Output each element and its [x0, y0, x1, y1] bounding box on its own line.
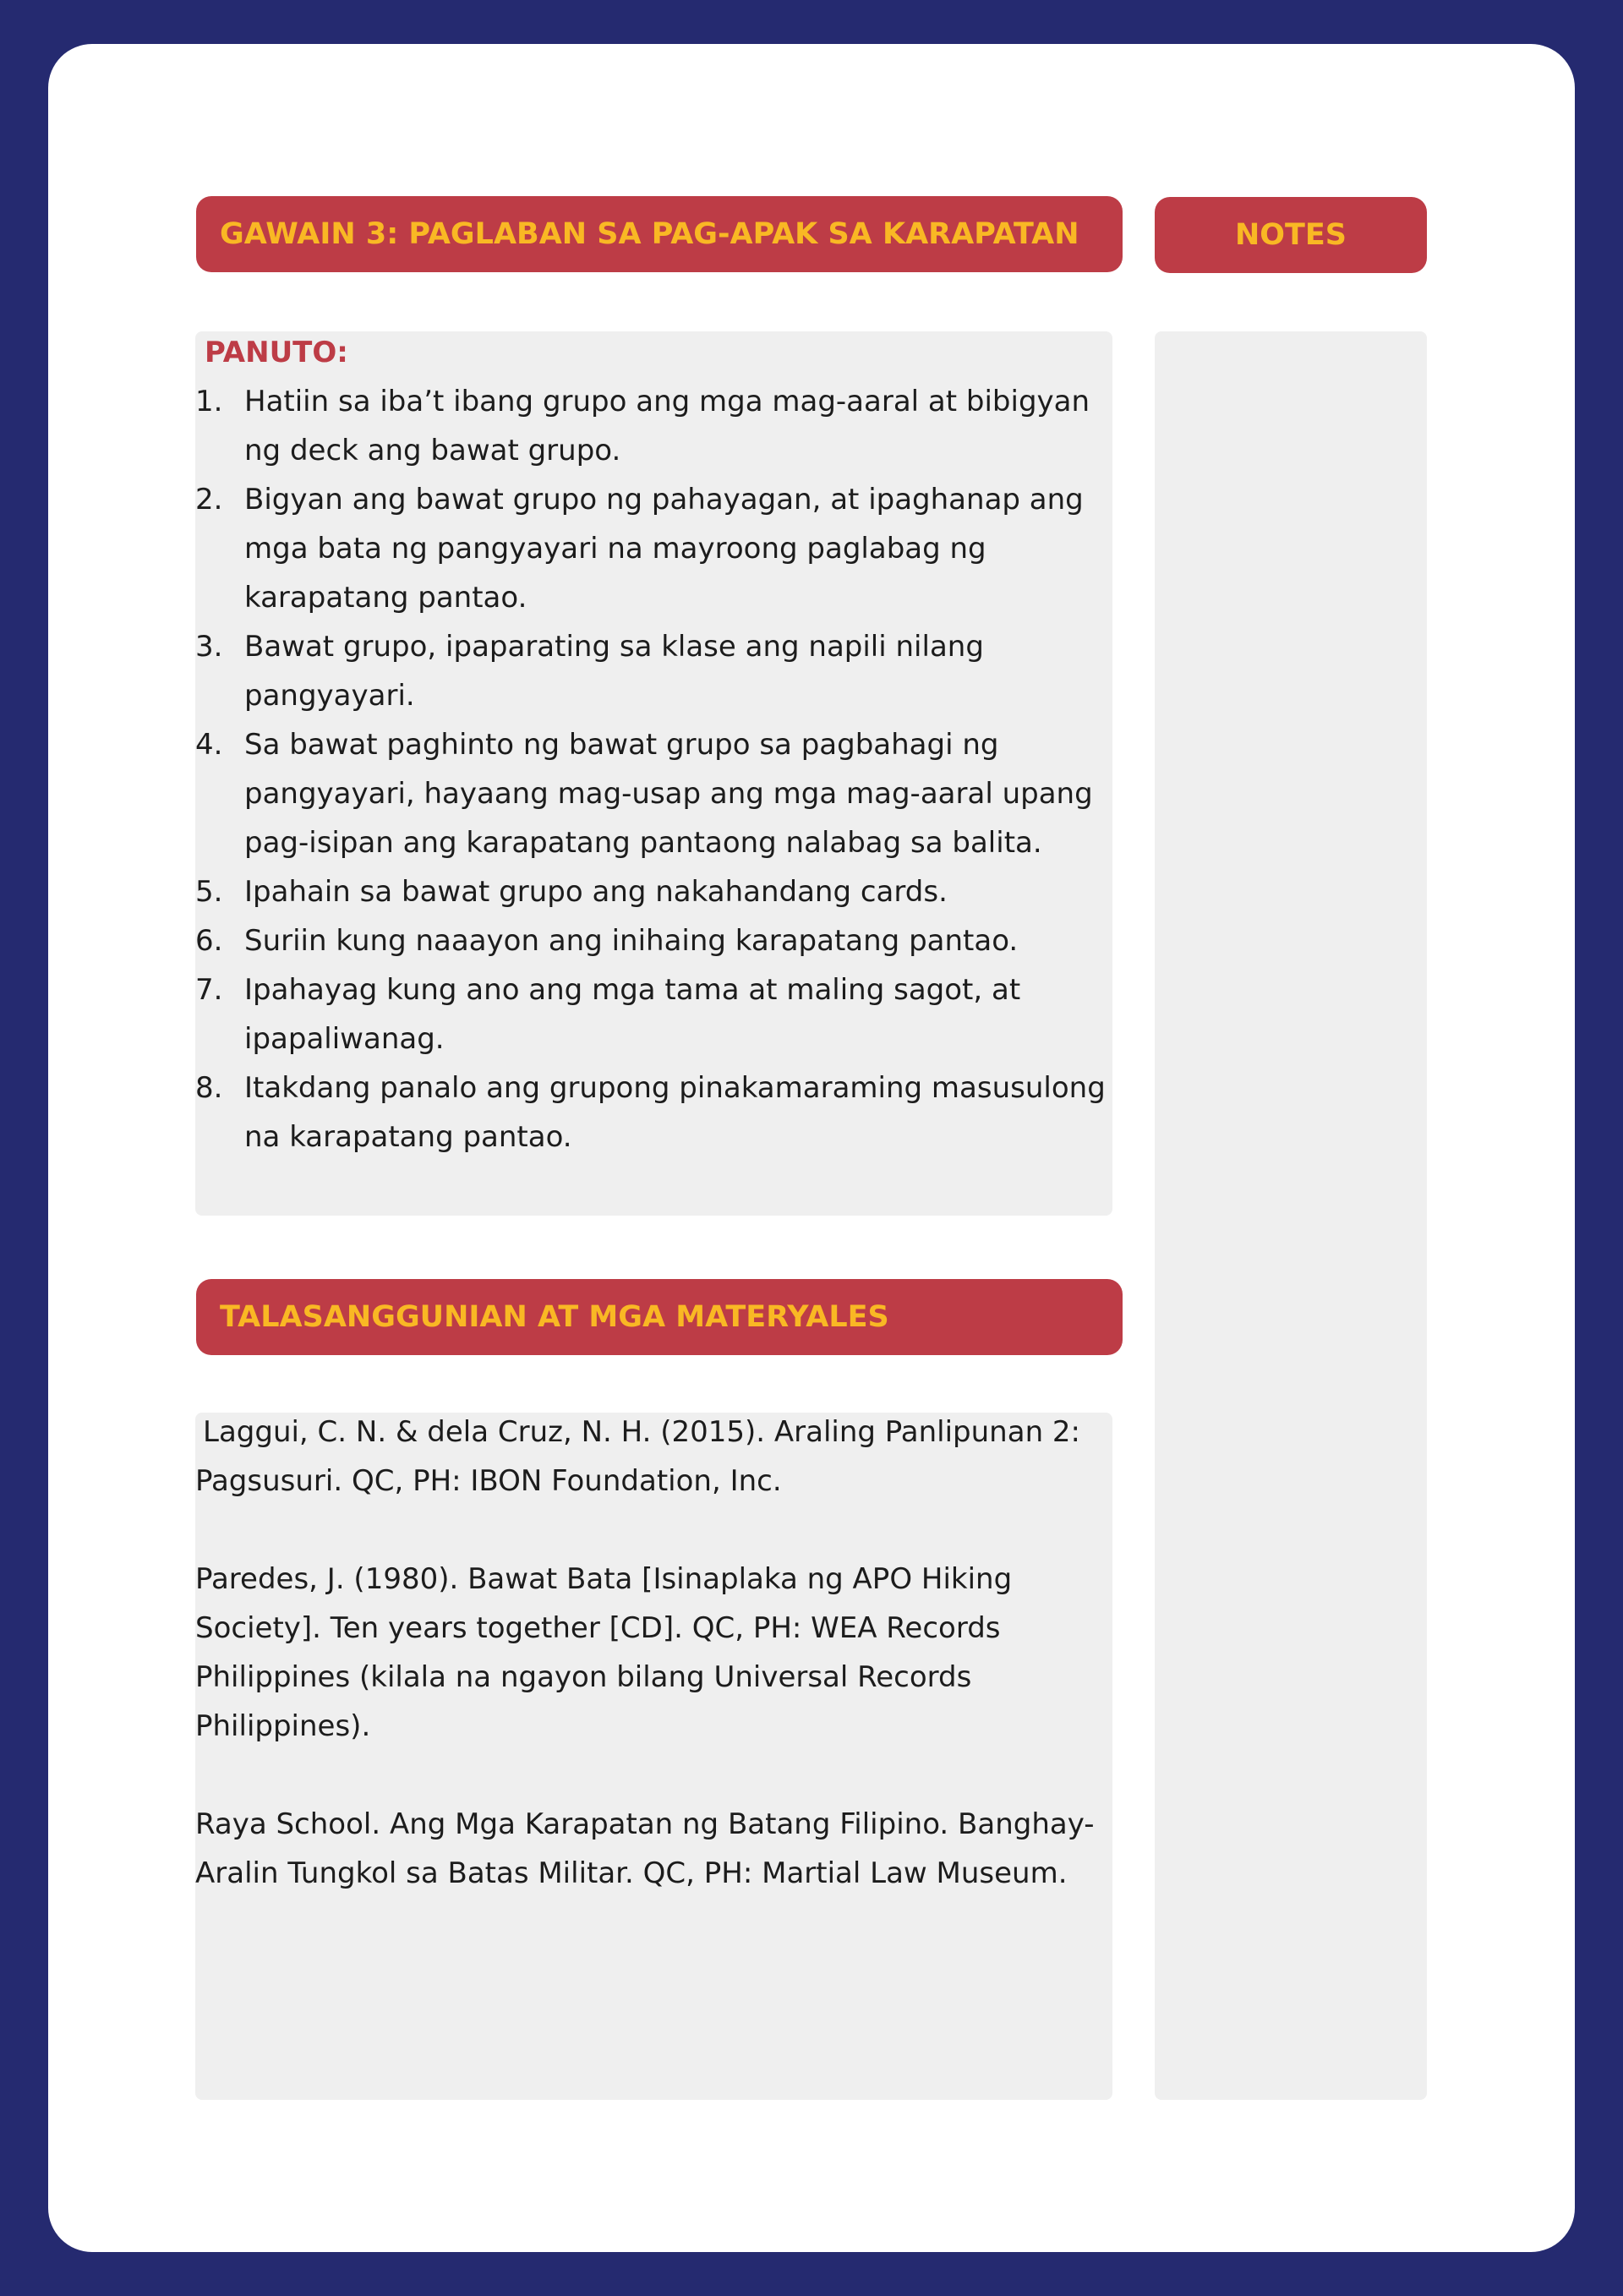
step-text: Ipahayag kung ano ang mga tama at maling sagot, at ipapaliwanag. [244, 973, 1021, 1056]
step-number: 1. [195, 385, 223, 418]
step-number: 8. [195, 1071, 223, 1105]
step-number: 2. [195, 483, 223, 517]
instruction-item [195, 1063, 1117, 1162]
step-number: 4. [195, 728, 223, 762]
instruction-item [195, 867, 1117, 916]
step-text: Sa bawat paghinto ng bawat grupo sa pagbahagi ng pangyayari, hayaang mag-usap ang mga mag-aaral upang pag-isipan ang karapatang pantaong nalabag sa balita. [244, 728, 1093, 860]
step-text: Bigyan ang bawat grupo ng pahayagan, at ipaghanap ang mga bata ng pangyayari na mayroong paglabag ng karapatang pantao. [244, 483, 1084, 615]
reference-entry: Paredes, J. (1980). Bawat Bata [Isinaplaka ng APO Hiking Society]. Ten years together [CD]. QC, PH: WEA Records Philippines (kilala na ngayon bilang Universal Records Philippines). [195, 1562, 1013, 1743]
references-list [195, 1408, 1112, 1947]
instruction-list [195, 377, 1117, 1162]
step-number: 3. [195, 630, 223, 664]
instruction-item [195, 965, 1117, 1063]
step-text: Itakdang panalo ang grupong pinakamaraming masusulong na karapatang pantao. [244, 1071, 1106, 1154]
step-number: 7. [195, 973, 223, 1007]
panuto-label: PANUTO: [205, 336, 348, 369]
step-number: 5. [195, 875, 223, 909]
step-text: Bawat grupo, ipaparating sa klase ang napili nilang pangyayari. [244, 630, 984, 713]
reference-entry: Raya School. Ang Mga Karapatan ng Batang Filipino. Banghay-Aralin Tungkol sa Batas Militar. QC, PH: Martial Law Museum. [195, 1807, 1095, 1890]
activity-title-bar [196, 196, 1123, 272]
notes-panel [1155, 331, 1427, 2100]
reference-entry: Laggui, C. N. & dela Cruz, N. H. (2015). Araling Panlipunan 2: Pagsusuri. QC, PH: IBON Foundation, Inc. [195, 1415, 1081, 1498]
references-title: TALASANGGUNIAN AT MGA MATERYALES [220, 1300, 889, 1334]
instruction-item [195, 377, 1117, 475]
step-number: 6. [195, 924, 223, 958]
activity-title: GAWAIN 3: PAGLABAN SA PAG-APAK SA KARAPATAN [220, 217, 1079, 251]
instruction-item [195, 622, 1117, 720]
instruction-item [195, 720, 1117, 867]
notes-title: NOTES [1234, 218, 1347, 252]
references-title-bar [196, 1279, 1123, 1355]
instruction-item [195, 475, 1117, 622]
notes-title-bar [1155, 197, 1427, 273]
step-text: Ipahain sa bawat grupo ang nakahandang cards. [244, 875, 948, 909]
step-text: Hatiin sa iba’t ibang grupo ang mga mag-aaral at bibigyan ng deck ang bawat grupo. [244, 385, 1090, 467]
instruction-item [195, 916, 1117, 965]
step-text: Suriin kung naaayon ang inihaing karapatang pantao. [244, 924, 1019, 958]
